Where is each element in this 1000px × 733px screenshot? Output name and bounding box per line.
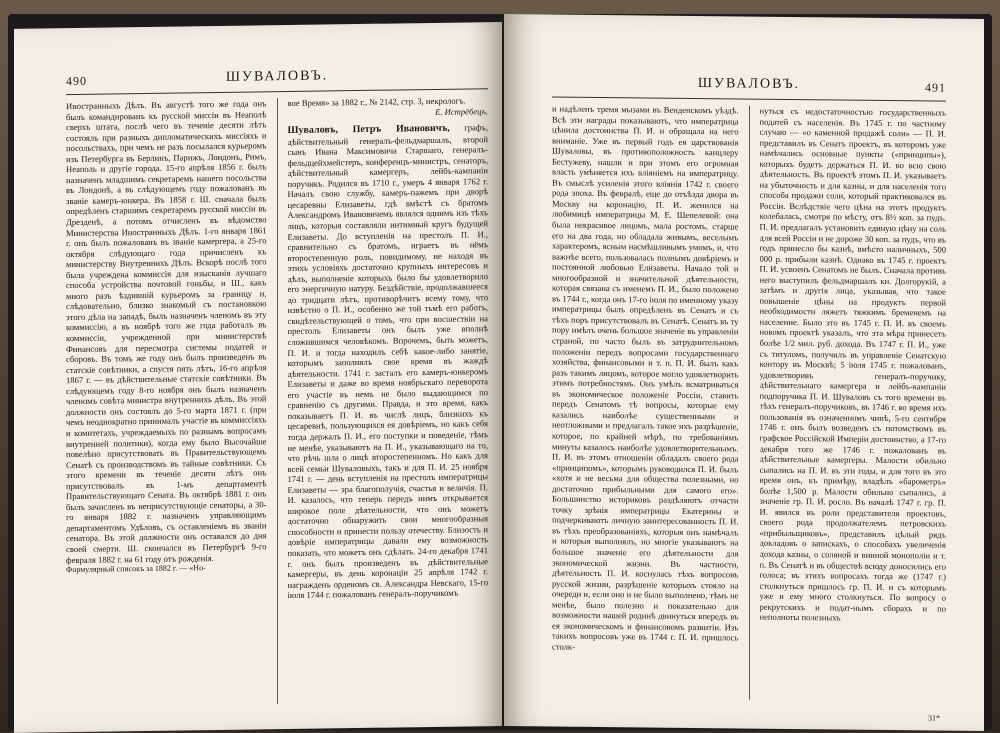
left-footnote: Формулярный списокъ за 1882 г. — «Но- [66,563,206,575]
right-running-head: ШУВАЛОВЪ. [697,76,801,93]
left-col2-top: вое Время» за 1882 г., № 2142, стр. 3, некрологъ. [287,95,466,108]
left-column-1 [66,98,267,707]
column-rule [749,106,750,700]
right-columns [552,104,946,702]
right-column-2 [760,106,947,702]
entry-text: графъ, дѣйствительный генералъ-фельдмаршалъ, второй сынъ Ивана Максимовича Старшаго, генералъ-фельдцейхмейстеръ, конференцъ-министръ, сенаторъ, дѣйствительный камергеръ, лейбъ-кампаніи поручикъ. Родился въ 1710 г., умеръ 4 января 1762 г. Началъ свою службу, камеръ-пажемъ при дворѣ цесаревны Елизаветы, гдѣ вмѣстѣ съ братомъ Александромъ Ивановичемъ являлся однимъ изъ тѣхъ лицъ, которыя составляли интимный кругъ будущей Елизаветы. До вступленія на престолъ П. И., сравнительно съ братомъ, играетъ въ нёмъ второстепенную роль, повидимому, не находя въ этихъ условіяхъ достаточно крупныхъ интересовъ и дѣлъ, выполненіе которыхъ было бы удовлетворило его энергичную натуру. Бездѣйствіе, продолжавшееся до тридцати лѣтъ, противорѣчитъ всему тому, что извѣстно о П. И., особенно же той тьмѣ его работъ, свидѣтельствующей о томъ, что при восшествіи на престолъ Елизаветы онъ былъ уже вполнѣ сложившимся человѣкомъ. Впрочемъ, быть можетъ, П. И. и тогда находилъ себѣ какое-либо занятіе, которымъ заполнялъ свое время въ жаждѣ дѣятельности. 1741 г. засталъ его камеръ-юнкеромъ Елизаветы и даже во время ноябрьскаго переворота его участіе въ немъ не было выдающимся по сравненію съ другими. Правда, и это время, какъ показываетъ П. И. въ числѣ лицъ, близкихъ къ цесаревнѣ, пользующихся ея довѣріемъ, но какъ себя тогда держалъ П. И., его поступки и поведеніе, тѣмъ не менѣе, указываютъ на П. И., указывающаго на то, что рѣчь шла о лицѣ второстепенномъ. Но какъ для всей семьи Шуваловыхъ, такъ и для П. И. 25 ноября 1741 г. — день вступленія на престолъ императрицы Елизаветы — эра благополучія, счастья и величія. П. И. казалось, что теперь передъ нимъ открывается широкое поле дѣятельности, что онъ можетъ достаточно обнаружить свои многообразныя способности и принести пользу отечеству. Близость и довѣріе императрицы давали ему возможность показать, что можетъ онъ сдѣлать. 24-го декабря 1741 г. онъ былъ произведенъ въ дѣйствительные камергеры, въ день коронаціи 25 апрѣля 1742 г. награжденъ орденомъ св. Александра Невскаго, 15-го іюля 1744 г. пожалованъ генералъ-поручикомъ [287,122,488,601]
column-rule [277,98,278,704]
left-page-header [66,66,488,95]
author-signature: Е. Истрёбецъ. [435,105,488,117]
left-page-number: 490 [66,73,87,89]
left-col1-text: Иностранныхъ Дѣлъ. Въ августѣ того же года онъ былъ командированъ къ русской миссіи въ Неаполѣ сверхъ штата, послѣ чего въ теченіе десяти лѣтъ состоялъ при разныхъ дипломатическихъ миссіяхъ и посольствахъ, при чемъ не разъ посылался курьеромъ изъ Петербурга въ Берлинъ, Парижъ, Лондонъ, Римъ, Неаполь и другіе города. 15-го апрѣля 1856 г. былъ назначенъ младшимъ секретаремъ нашего посольства въ Лондонѣ, а въ слѣдующемъ году пожалованъ въ званіе камеръ-юнкера. Въ 1858 г. Ш. сначала былъ опредѣленъ старшимъ секретаремъ русской миссіи въ Дрезденѣ, а потомъ отчисленъ въ вѣдомство Министерства Иностранныхъ Дѣлъ. 1-го января 1861 г. онъ былъ пожалованъ въ званіе камергера, а 25-го октября слѣдующаго года причисленъ къ министерству Внутреннихъ Дѣлъ. Вскорѣ послѣ того была учреждена коммиссія для изысканія лучшаго способа устройства почтовой гоньбы, и Ш., какъ много разъ ѣздившій курьеромъ за границу и, слѣдовательно, близко знакомый съ постановкою этого дѣла на западѣ, былъ назначенъ членомъ въ эту коммиссію, а въ ноябрѣ того же года работалъ въ коммиссіи, учрежденной при министерствѣ Финансовъ для пересмотра системы податей и сборовъ. Въ томъ же году онъ былъ произведенъ въ статскіе совѣтники, а спустя пять лѣтъ, 16-го апрѣля 1867 г. — въ дѣйствительные статскіе совѣтники. Въ слѣдующемъ году 8-го ноября онъ былъ назначенъ членомъ совѣта министра внутреннихъ дѣлъ. Въ этой должности онъ состоялъ до 5-го марта 1871 г. (при чемъ неоднократно принималъ участіе въ коммиссіяхъ и комитетахъ, учреждаемыхъ по разнымъ вопросамъ внутренней политики), когда ему было Высочайше повелѣно присутствовать въ Правительствующемъ Сенатѣ съ производствомъ въ тайные совѣтники. Съ этого времени въ теченіе десяти лѣтъ онъ присутствовалъ въ 1-мъ департаментѣ Правительствующаго Сената. Въ октябрѣ 1881 г. онъ былъ зачисленъ въ неприсутствующіе сенаторы, а 30-го января 1882 г. назначенъ управляющимъ департаментомъ Удѣловъ, съ оставленіемъ въ званіи сенатора. Въ этой должности онъ оставался до дня своей смерти. Ш. скончался въ Петербургѣ 9-го февраля 1882 г. на 61 году отъ рожденія. [66,98,267,565]
right-page-number: 491 [925,80,946,95]
right-page-header [552,75,946,102]
left-columns [66,95,488,707]
sheet-signature-mark: 31* [928,713,940,723]
left-running-head: ШУВАЛОВЪ. [225,68,329,85]
right-col2-text: нуться съ недостаточностью государственныхъ податей съ населенія. Въ 1745 г. по частному случаю — «о каменной продажѣ соли» — П. И. представилъ въ Сенатъ проектъ, въ которомъ уже намѣчались основные пункты («принципы»), которыхъ будетъ держаться П. И. во всю свою дѣятельность. Въ проектѣ этомъ П. И. указываетъ на убыточность и для казны, и для населенія того способа продажи соли, который практиковался въ Россіи. Вслѣдствіе чего цѣна на этотъ продуктъ колебалась, смотря по мѣсту, отъ 8½ коп. за пудъ. П. И. предлагалъ установить единую цѣну на соль для всей Россіи и не дороже 30 коп. за пудъ, что въ годъ принесло бы казнѣ, вмѣсто наличныхъ, 500 000 р. прибыли казнѣ. Однако въ 1745 г. проектъ П. И. усвоенъ Сенатомъ не былъ. Сначала противъ него выступилъ фельдмаршалъ кн. Долгорукій, а затѣмъ и другія лица, указывая, что такое повышеніе цѣны на продуктъ первой необходимости ляжетъ тяжкимъ бременемъ на население. Было это въ 1745 г. П. И. въ своемъ новомъ проектѣ указалъ, что эта мѣра принесетъ болѣе 1/2 мил. руб. дохода. Въ 1747 г. П. И., уже съ титуломъ, получилъ въ управленіе Сенатскую контору въ Москвѣ; 5 іюля 1745 г. пожалованъ, удовлетворивъ генералъ-поручику, дѣйствительнаго камергера и лейбъ-кампаніи подпоручика П. И. Шуваловъ съ того времени въ тѣхъ генералъ-поручиковъ, въ 1746 г. во время ихъ пользованія въ означенномъ чинѣ, 5-го сентября 1746 г. онъ былъ возведенъ съ потомствомъ въ графское Россійской Имперіи достоинство, а 17-го декабря того же 1746 г. пожалованъ въ дѣйствительные камергеры. Малости обильно сыпались на П. И. въ эти годы, и для того въ это время онъ, къ примѣру, владѣлъ «барометръ» болѣе 1,500 р. Малости обильно сыпались, а значеніе гр. П. И. росло. Въ началѣ 1747 г. гр. П. И. явился въ роли представителя проектовъ, своего рода продолжателемъ петровскихъ «прибыльщиковъ», представилъ цѣлый рядъ докладовъ о запискахъ, о способахъ увеличенія дохода казны, о соляной и винной монополіи и т. п. Въ Сенатѣ и въ обществѣ всюду доносились его голоса; въ этихъ вопросахъ тогда же (1747 г.) столкнуться пришлось гр. П. И. и съ которымъ уже и ему много столкнуться. По вопросу о рекрутскихъ и подат-нымъ сборахъ и по неполноты полезныхъ [759,105,946,623]
right-col1-text: и надѣленъ тремя мызами въ Венденскомъ уѣздѣ. Всѣ эти награды показываютъ, что императрица цѣнила достоинства П. И. и обращала на него вниманіе. Уже въ первый годъ ея царствованія Шуваловы, въ противоположность канцлеру Бестужеву, нашли и при этомъ его огромная власть умѣняется ихъ вліяніемъ на императрицу. Въ смыслѣ усиленія этого вліянія 1742 г. своего рода эпоха. Въ февралѣ, еще до отъѣзда двора въ Москву на коронацію, П. И. женился на любимицѣ императрицы М. Е. Шепелевой: она была некрасивое лицомъ, мала ростомъ, старше его на два года, но обладала живымъ, веселымъ характеромъ, ясным насмѣшливымъ умомъ, и, что важнѣе всего, пользовалась полнымъ довѣріемъ и постоянной любовью Елизаветы. Начало той и многообразной и значительной дѣятельности, которая связана съ именемъ П. И., было положено въ 1744 г., когда онъ 17-го іюля по именному указу императрицы былъ опредѣленъ въ Сенатъ и съ тѣхъ поръ присутствовалъ въ Сенатѣ. Сенатъ въ ту пору имѣлъ очень большое значеніе въ управленіи страной, по часто былъ въ затруднительномъ положеніи передъ вопросами государственнаго хозяйства, финансовыми и т. п. П. И. былъ какъ разъ такимъ лицомъ, которое могло удовлетворить этимъ потребностямъ. Онъ умѣлъ всматриваться въ экономическое положеніе Россіи, ставить передъ Сенатомъ тѣ вопросы, которые ему казались наиболѣе существенными и неотложными и предлагалъ такое ихъ разрѣшеніе, которое, по крайней мѣрѣ, по требованіямъ минуты казалось наиболѣе удовлетворительнымъ. П. И. въ этомъ отношеніи обладалъ своего рода «принципомъ», которымъ руководился П. И. былъ «хотя и не весьма для общества полезными, но достаточно прибыльными для самого его». Большинство историковъ раздѣляютъ отчасти точку зрѣнія императрицы Екатерины и подчеркиваютъ личную заинтересованность П. И. въ тѣхъ преобразованіяхъ, которыя онъ намѣчалъ и которыя выполнялъ, но многіе указываютъ на большое значеніе его дѣятельности для экономической жизни. Въ частности, дѣятельность П. И. коснулась тѣхъ вопросовъ русской жизни, разрѣшеніе которыхъ стояло на очереди и, если оно и не было выполнено, тѣмъ не менѣе, было полезно и показательно для возможности нашей родинѣ двинуться впередъ въ ея экономическомъ и финансовомъ развитіи. Изъ такихъ вопросовъ уже въ 1744 г. П. И. пришлось столк- [552,103,739,652]
left-page [14,22,502,733]
entry-heading: Шуваловъ, Петръ Ивановичъ, [287,122,450,137]
right-column-1 [552,104,739,700]
right-page [504,14,984,731]
left-column-2 [288,95,489,704]
